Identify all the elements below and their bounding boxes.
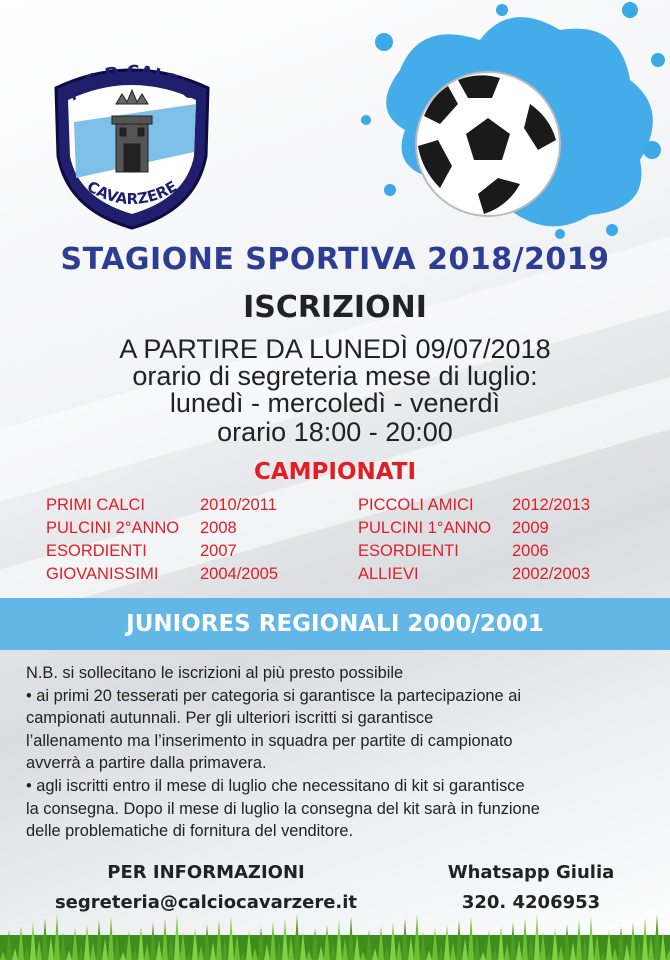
category-years: 2009: [512, 519, 549, 537]
category-name: GIOVANISSIMI: [46, 565, 159, 583]
category-years: 2010/2011: [200, 496, 277, 514]
registration-title: ISCRIZIONI: [243, 290, 427, 325]
grass-decoration: [0, 905, 670, 960]
category-name: PRIMI CALCI: [46, 496, 146, 514]
logo-top-text: A.S.D.CALCIO: [63, 62, 201, 105]
category-years: 2008: [200, 519, 237, 537]
soccer-ball-illustration: [360, 0, 670, 240]
championship-row: [46, 517, 278, 540]
championships-left-list: [46, 494, 278, 586]
whatsapp-label: Whatsapp Giulia: [447, 862, 615, 883]
notes-block: [26, 662, 650, 843]
category-name: PULCINI 1°ANNO: [358, 519, 492, 537]
category-years: 2002/2003: [512, 565, 590, 583]
office-hours-heading: orario di segreteria mese di luglio:: [132, 361, 538, 391]
note-line: campionati autunnali. Per gli ulteriori iscritti si garantisce: [26, 709, 434, 728]
note-line: delle problematiche di fornitura del venditore.: [26, 822, 354, 841]
juniores-label: JUNIORES REGIONALI 2000/2001: [126, 611, 544, 637]
note-line: • ai primi 20 tesserati per categoria si garantisce la partecipazione ai: [26, 686, 521, 705]
category-name: ALLIEVI: [358, 565, 419, 583]
championship-row: [358, 540, 590, 563]
category-years: 2012/2013: [512, 496, 590, 514]
email-address[interactable]: segreteria@calciocavarzere.it: [54, 892, 358, 913]
category-name: ESORDIENTI: [46, 542, 147, 560]
championship-row: [46, 494, 278, 517]
phone-number[interactable]: 320. 4206953: [461, 892, 601, 913]
championships-right-list: [358, 494, 590, 586]
office-days: lunedì - mercoledì - venerdì: [169, 388, 501, 418]
category-years: 2007: [200, 542, 237, 560]
logo-bottom-text: CAVARZERE: [83, 177, 181, 209]
championship-row: [358, 517, 590, 540]
club-logo: [46, 60, 218, 230]
info-label: PER INFORMAZIONI: [107, 862, 305, 883]
note-line: avverrà a partire dalla primavera.: [26, 754, 267, 773]
juniores-banner: [0, 598, 670, 650]
note-line: N.B. si sollecitano le iscrizioni al più presto possibile: [26, 664, 404, 682]
championship-row: [46, 540, 278, 563]
category-name: ESORDIENTI: [358, 542, 459, 560]
championship-row: [46, 563, 278, 586]
office-hours: orario 18:00 - 20:00: [217, 417, 453, 447]
category-years: 2004/2005: [200, 565, 278, 583]
category-name: PULCINI 2°ANNO: [46, 519, 180, 537]
note-line: • agli iscritti entro il mese di luglio che necessitano di kit si garantisce: [26, 776, 525, 795]
registration-start-date: A PARTIRE DA LUNEDÌ 09/07/2018: [119, 334, 551, 364]
championship-row: [358, 494, 590, 517]
note-line: la consegna. Dopo il mese di luglio la consegna del kit sarà in funzione: [26, 799, 540, 818]
category-name: PICCOLI AMICI: [358, 496, 474, 514]
championships-title: CAMPIONATI: [253, 459, 417, 485]
championship-row: [358, 563, 590, 586]
category-years: 2006: [512, 542, 549, 560]
season-title: STAGIONE SPORTIVA 2018/2019: [60, 242, 610, 277]
note-line: l’allenamento ma l’inserimento in squadra per partite di campionato: [26, 731, 513, 750]
